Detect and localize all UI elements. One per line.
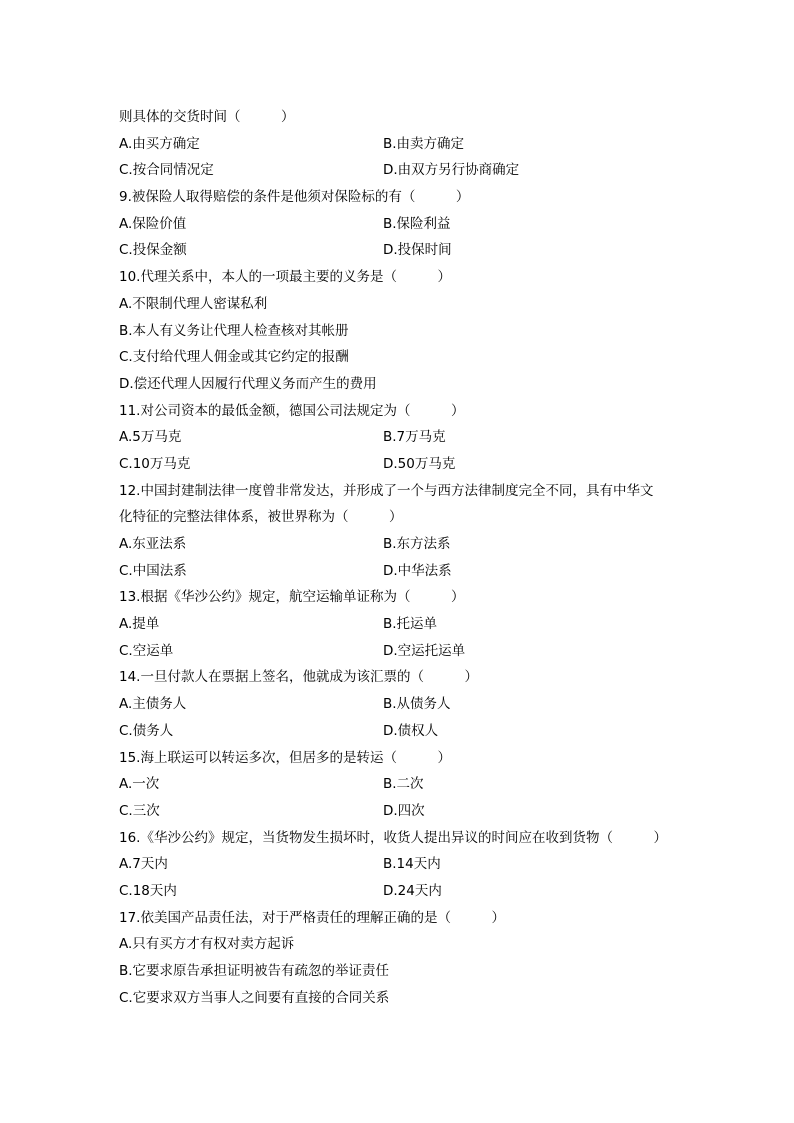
question-stem-12-line2: 化特征的完整法律体系，被世界称为（ ） [119, 509, 403, 526]
option-row [119, 638, 694, 665]
question-stem-14: 14.一旦付款人在票据上签名，他就成为该汇票的（ ） [119, 669, 478, 686]
option-b: B.7万马克 [383, 429, 446, 446]
option-a: A.东亚法系 [119, 536, 187, 552]
option-b: B.东方法系 [383, 536, 451, 552]
option-a: A.5万马克 [119, 429, 182, 446]
question-stem-13: 13.根据《华沙公约》规定，航空运输单证称为（ ） [119, 589, 465, 606]
option-d: D.债权人 [383, 722, 439, 739]
question-stem-10: 10.代理关系中，本人的一项最主要的义务是（ ） [119, 269, 451, 286]
option-row [119, 211, 694, 238]
option-d: D.投保时间 [383, 242, 452, 259]
option-b: B.保险利益 [383, 215, 451, 232]
option-c: C.它要求双方当事人之间要有直接的合同关系 [119, 989, 390, 1006]
option-c: C.三次 [119, 802, 160, 819]
option-b: B.本人有义务让代理人检查核对其帐册 [119, 322, 349, 339]
question-stem-12-line1: 12.中国封建制法律一度曾非常发达，并形成了一个与西方法律制度完全不同，具有中华文 [119, 482, 654, 499]
option-row [119, 851, 694, 878]
option-a: A.一次 [119, 776, 160, 793]
option-c: C.10万马克 [119, 455, 191, 472]
option-a: A.7天内 [119, 856, 168, 873]
option-row [119, 611, 694, 638]
option-a: A.提单 [119, 616, 160, 633]
option-d: D.四次 [383, 802, 425, 819]
option-c: C.空运单 [119, 642, 174, 659]
option-row [119, 878, 694, 905]
option-a: A.主债务人 [119, 696, 187, 713]
option-d: D.空运托运单 [383, 642, 466, 659]
option-b: B.它要求原告承担证明被告有疏忽的举证责任 [119, 963, 390, 979]
question-stem-continued: 则具体的交货时间（ ） [119, 109, 295, 125]
question-stem-9: 9.被保险人取得赔偿的条件是他须对保险标的有（ ） [119, 189, 470, 206]
option-row [119, 798, 694, 825]
option-row [119, 531, 694, 558]
option-d: D.中华法系 [383, 562, 452, 579]
question-stem-15: 15.海上联运可以转运多次，但居多的是转运（ ） [119, 749, 451, 766]
option-b: B.14天内 [383, 856, 441, 873]
option-row [119, 691, 694, 718]
option-a: A.不限制代理人密谋私利 [119, 295, 268, 312]
option-d: D.24天内 [383, 882, 442, 899]
option-c: C.按合同情况定 [119, 162, 214, 179]
question-list [119, 104, 694, 1011]
option-c: C.债务人 [119, 722, 174, 739]
option-a: A.保险价值 [119, 215, 187, 232]
option-row [119, 718, 694, 745]
option-c: C.支付给代理人佣金或其它约定的报酬 [119, 349, 349, 366]
option-row [119, 558, 694, 585]
option-row [119, 157, 694, 184]
option-row [119, 131, 694, 158]
option-b: B.由卖方确定 [383, 135, 465, 152]
option-c: C.18天内 [119, 882, 177, 899]
option-row [119, 451, 694, 478]
option-b: B.从债务人 [383, 696, 451, 713]
option-row [119, 424, 694, 451]
option-c: C.中国法系 [119, 562, 187, 579]
option-d: D.50万马克 [383, 455, 456, 472]
question-stem-16: 16.《华沙公约》规定，当货物发生损坏时，收货人提出异议的时间应在收到货物（ ） [119, 829, 667, 846]
option-d: D.由双方另行协商确定 [383, 162, 520, 179]
option-a: A.由买方确定 [119, 135, 200, 152]
option-c: C.投保金额 [119, 242, 187, 259]
option-a: A.只有买方才有权对卖方起诉 [119, 936, 295, 953]
option-row [119, 771, 694, 798]
option-row [119, 237, 694, 264]
option-d: D.偿还代理人因履行代理义务而产生的费用 [119, 375, 377, 392]
option-b: B.二次 [383, 776, 424, 793]
question-stem-11: 11.对公司资本的最低金额，德国公司法规定为（ ） [119, 402, 465, 419]
option-b: B.托运单 [383, 616, 438, 633]
question-stem-17: 17.依美国产品责任法，对于严格责任的理解正确的是（ ） [119, 909, 505, 926]
